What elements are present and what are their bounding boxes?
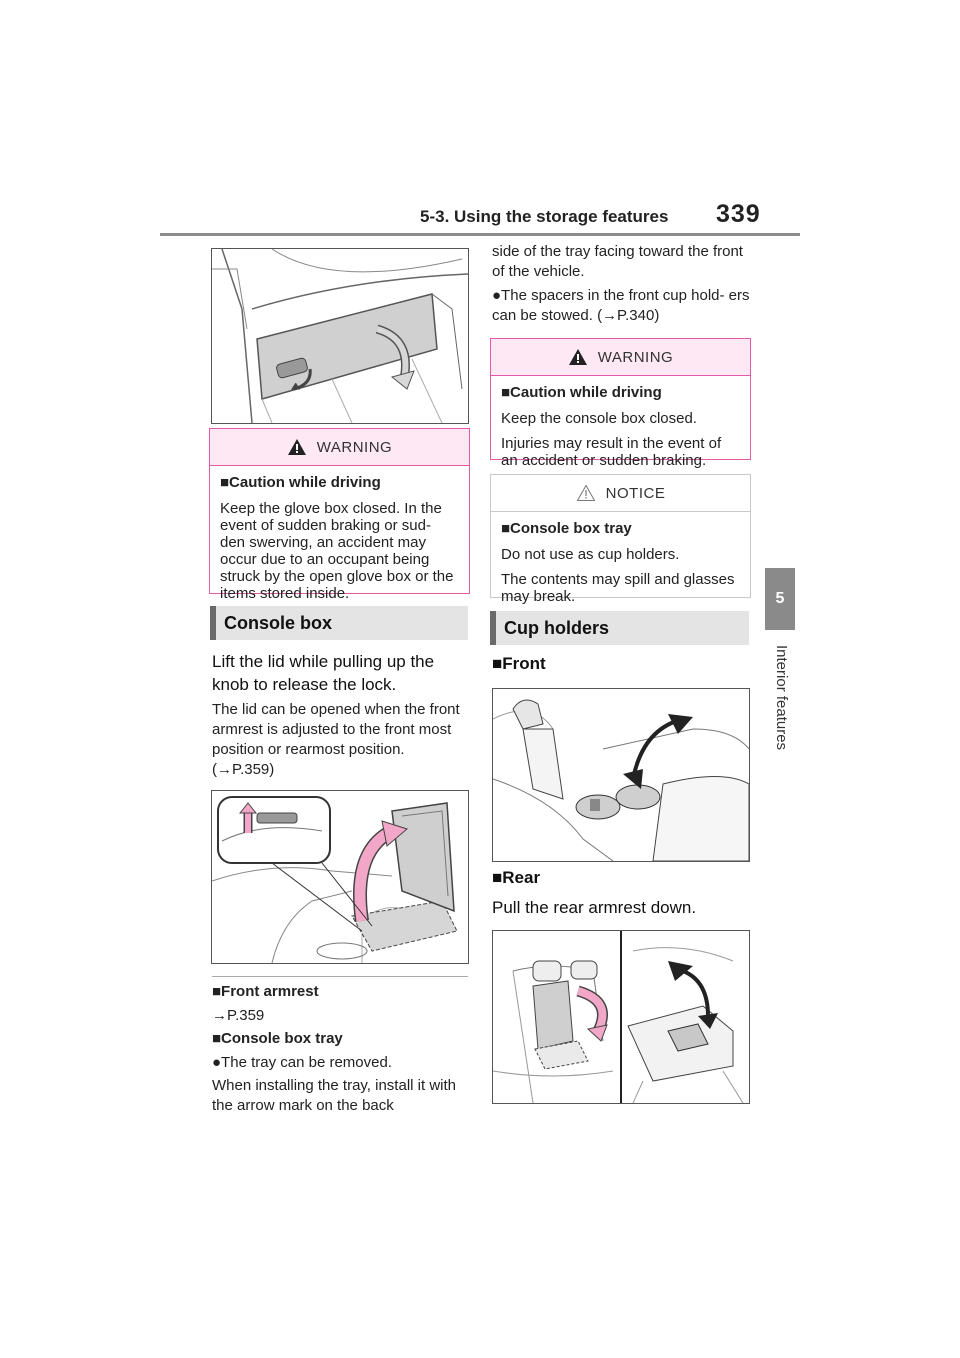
- notice-heading: NOTICE: [605, 484, 666, 502]
- front-cup-title: ■Front: [492, 654, 546, 673]
- front-cup-holder-figure: [492, 688, 750, 862]
- warning-icon: [287, 438, 307, 456]
- warning-subtitle: ■Caution while driving: [220, 474, 381, 491]
- notice-icon: [576, 484, 596, 502]
- console-tray-title: ■Console box tray: [212, 1030, 343, 1047]
- warning-line-2: Injuries may result in the event of an accident or sudden braking.: [501, 435, 722, 469]
- section-heading-cup-holders: Cup holders: [490, 611, 749, 645]
- front-cup-holder-illustration: [493, 689, 749, 861]
- chapter-label-text: Interior features: [773, 645, 790, 751]
- warning-icon: [568, 348, 588, 366]
- console-instruction: Lift the lid while pulling up the knob to release the lock.: [212, 652, 435, 694]
- notice-line-2: The contents may spill and glasses may break.: [501, 571, 735, 605]
- chapter-label: [770, 645, 792, 805]
- warning-subtitle: ■Caution while driving: [501, 384, 662, 401]
- console-box-warning: [490, 338, 751, 469]
- page-number: 339: [716, 200, 761, 228]
- rear-cup-holder-illustration: [493, 931, 749, 1103]
- front-armrest-ref: →P.359: [212, 1007, 265, 1024]
- section-heading-console-box: Console box: [210, 606, 468, 640]
- warning-line-1: Keep the console box closed.: [501, 410, 697, 427]
- glove-box-figure: [211, 248, 469, 424]
- tray-text-continued: side of the tray facing toward the front of the vehicle.: [492, 243, 743, 280]
- glove-box-warning: [209, 428, 470, 602]
- rear-cup-holder-figure: [492, 930, 750, 1104]
- console-note: The lid can be opened when the front armrest is adjusted to the front most position or rearmost position. (→P.359): [212, 701, 460, 778]
- glove-box-illustration: [212, 249, 468, 423]
- notice-header: [491, 475, 750, 512]
- warning-heading: WARNING: [316, 438, 393, 456]
- console-tray-bullet: ●The tray can be removed.: [212, 1054, 392, 1071]
- console-box-illustration: [212, 791, 468, 963]
- warning-body: Keep the glove box closed. In the event of sudden braking or sud- den swerving, an accident may occur due to an occupant being struck by the open glove box or the items stored inside.: [220, 500, 454, 602]
- chapter-tab: 5: [765, 568, 795, 630]
- console-tray-notice: [490, 474, 751, 605]
- front-armrest-title: ■Front armrest: [212, 983, 319, 1000]
- notice-subtitle: ■Console box tray: [501, 520, 632, 537]
- notice-line-1: Do not use as cup holders.: [501, 546, 680, 563]
- warning-header: [210, 429, 469, 466]
- warning-heading: WARNING: [597, 348, 674, 366]
- header-rule: [160, 233, 800, 236]
- warning-header: [491, 339, 750, 376]
- divider: [212, 976, 468, 977]
- header-title: 5-3. Using the storage features: [420, 207, 669, 226]
- console-box-figure: [211, 790, 469, 964]
- rear-cup-text: Pull the rear armrest down.: [492, 898, 697, 917]
- console-tray-text: When installing the tray, install it with the arrow mark on the back: [212, 1077, 456, 1114]
- rear-cup-title: ■Rear: [492, 868, 541, 887]
- spacers-bullet: ●The spacers in the front cup hold- ers can be stowed. (→P.340): [492, 287, 750, 324]
